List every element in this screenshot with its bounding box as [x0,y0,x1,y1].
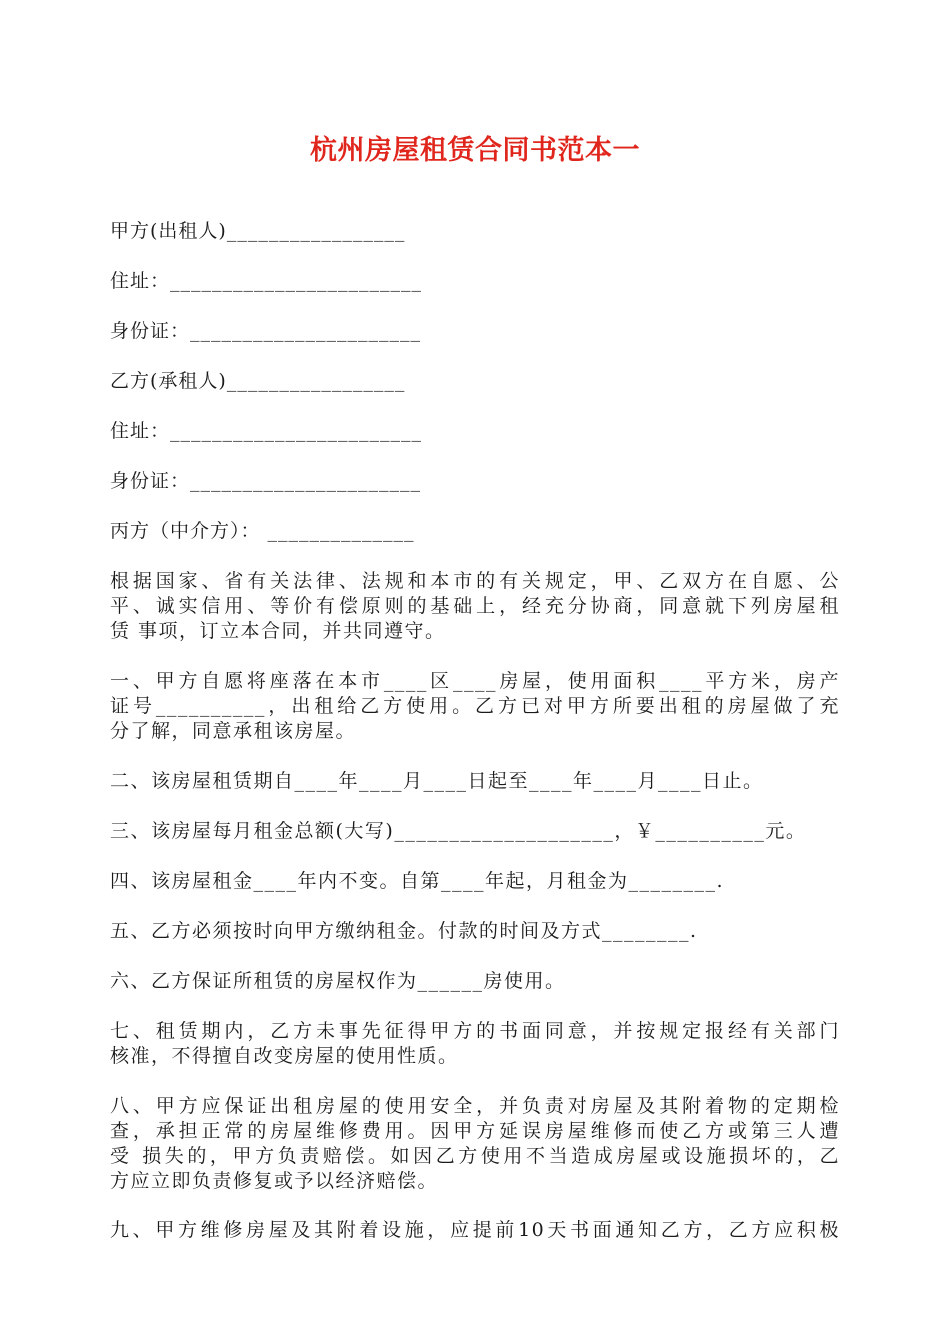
party-c-field: 丙方（中介方）： ______________ [110,520,415,542]
party-a-id-field: 身份证：______________________ [110,320,422,342]
paragraph-line: 查，承担正常的房屋维修费用。因甲方延误房屋维修而使乙方或第三人遭 [110,1120,840,1142]
paragraph-line: 三、该房屋每月租金总额(大写)____________________，￥__________元。 [110,820,807,842]
paragraph-line: 根据国家、省有关法律、法规和本市的有关规定，甲、乙双方在自愿、公 [110,570,840,592]
paragraph-line: 赁 事项，订立本合同，并共同遵守。 [110,620,446,642]
paragraph-line: 平、诚实信用、等价有偿原则的基础上，经充分协商，同意就下列房屋租 [110,595,840,617]
clause-4 [110,869,840,894]
preamble-paragraph [110,569,840,644]
paragraph-line: 四、该房屋租金____年内不变。自第____年起，月租金为________. [110,870,725,892]
party-b-address-field: 住址：________________________ [110,420,423,442]
party-a-address-field: 住址：________________________ [110,270,423,292]
party-b-field: 乙方(承租人)_________________ [110,370,406,392]
clause-9 [110,1218,840,1243]
paragraph-line: 六、乙方保证所租赁的房屋权作为______房使用。 [110,970,566,992]
paragraph-line: 方应立即负责修复或予以经济赔偿。 [110,1170,439,1192]
paragraph-line: 九、甲方维修房屋及其附着设施，应提前10天书面通知乙方，乙方应积极 [110,1219,840,1241]
clause-1 [110,669,840,744]
clause-5 [110,919,840,944]
clause-7 [110,1019,840,1069]
paragraph-line: 八、甲方应保证出租房屋的使用安全，并负责对房屋及其附着物的定期检 [110,1095,840,1117]
paragraph-line: 受 损失的，甲方负责赔偿。如因乙方使用不当造成房屋或设施损坏的，乙 [110,1145,840,1167]
clause-3 [110,819,840,844]
paragraph-line: 分了解，同意承租该房屋。 [110,720,357,742]
paragraph-line: 证号__________，出租给乙方使用。乙方已对甲方所要出租的房屋做了充 [110,695,840,717]
party-a-field: 甲方(出租人)_________________ [110,220,406,242]
paragraph-line: 核准，不得擅自改变房屋的使用性质。 [110,1045,459,1067]
clause-6 [110,969,840,994]
paragraph-line: 一、甲方自愿将座落在本市____区____房屋，使用面积____平方米，房产 [110,670,840,692]
clause-8 [110,1094,840,1194]
paragraph-line: 五、乙方必须按时向甲方缴纳租金。付款的时间及方式________. [110,920,698,942]
party-b-id-field: 身份证：______________________ [110,470,422,492]
paragraph-line: 二、该房屋租赁期自____年____月____日起至____年____月____日止。 [110,770,764,792]
clause-2 [110,769,840,794]
paragraph-line: 七、租赁期内，乙方未事先征得甲方的书面同意，并按规定报经有关部门 [110,1020,840,1042]
document-title: 杭州房屋租赁合同书范本一 [310,135,640,166]
